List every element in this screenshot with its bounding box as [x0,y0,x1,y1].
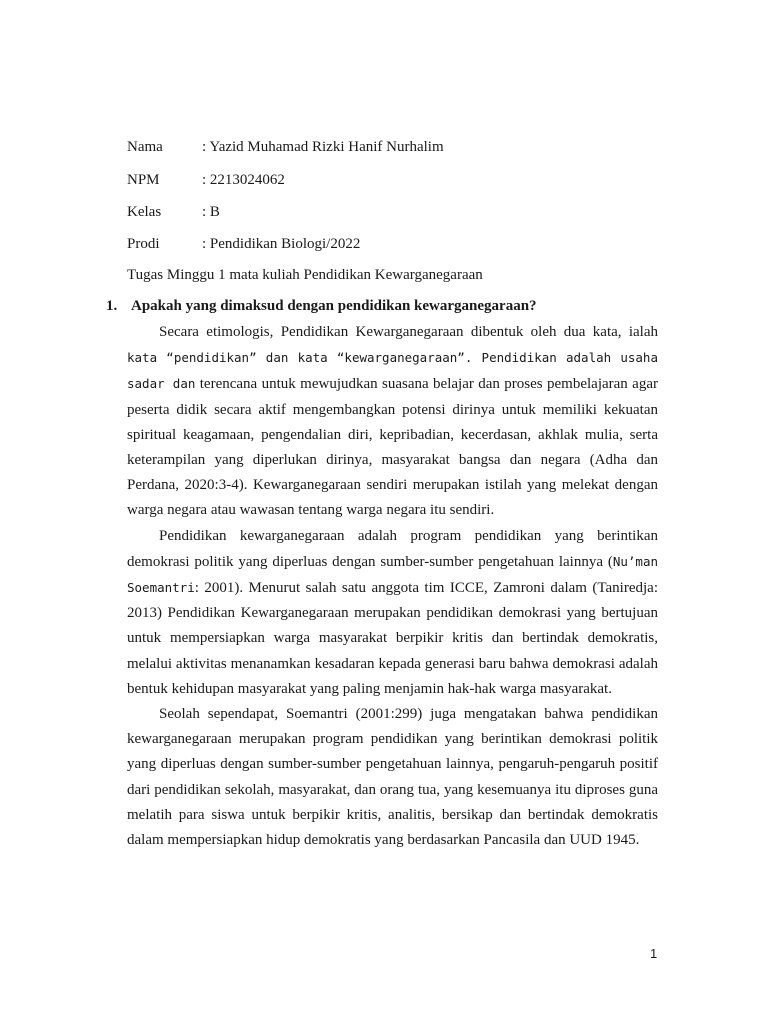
info-value: : 2213024062 [202,172,285,188]
paragraph-text: : 2001). Menurut salah satu anggota tim ICCE, Zamroni dalam (Taniredja: 2013) Pendidikan Kewarganegaraan merupakan pendidikan demokrasi yang bertujuan untuk mempersiapkan warga masyarakat berpikir kritis dan bertindak demokratis, melalui aktivitas menanamkan kesadaran kepada generasi baru bahwa demokrasi adalah bentuk kehidupan masyarakat yang paling menjamin hak-hak warga masyarakat. [127,580,658,697]
page-number: 1 [650,946,658,961]
question-number: 1. [106,298,118,314]
info-label: NPM [127,172,160,188]
paragraph-text-mono: Nu’man Soemantri [127,553,658,596]
paragraph-1 [127,320,658,524]
paragraph-3: Seolah sependapat, Soemantri (2001:299) juga mengatakan bahwa pendidikan kewarganegaraan merupakan program pendidikan yang berintikan demokrasi politik yang diperluas dengan sumber-sumber pengetahuan lainnya, pengaruh-pengaruh positif dari pendidikan sekolah, masyarakat, dan orang tua, yang kesemuanya itu diproses guna melatih para siswa untuk berpikir kritis, analitis, bersikap dan bertindak demokratis dalam mempersiapkan hidup demokratis yang berdasarkan Pancasila dan UUD 1945. [127,706,658,849]
paragraph-text: Secara etimologis, Pendidikan Kewarganegaraan dibentuk oleh dua kata, ialah [159,324,658,340]
info-row-prodi [127,234,360,254]
paragraph-text: terencana untuk mewujudkan suasana belajar dan proses pembelajaran agar peserta didik secara aktif mengembangkan potensi dirinya untuk memiliki kekuatan spiritual keagamaan, pengendalian diri, kepribadian, kecerdasan, akhlak mulia, serta keterampilan yang diperlukan dirinya, masyarakat bangsa dan negara (Adha dan Perdana, 2020:3-4). Kewarganegaraan sendiri merupakan istilah yang melekat dengan warga negara atau wawasan tentang warga negara itu sendiri. [127,376,658,519]
info-row-npm [127,170,285,190]
paragraph-text: Pendidikan kewarganegaraan adalah program pendidikan yang berintikan demokrasi politik yang diperluas dengan sumber-sumber pengetahuan lainnya ( [127,527,658,570]
task-title: Tugas Minggu 1 mata kuliah Pendidikan Kewarganegaraan [127,267,483,283]
question-text: Apakah yang dimaksud dengan pendidikan kewarganegaraan? [131,298,537,314]
paragraph-text-mono: kata “pendidikan” dan kata “kewarganegaraan”. Pendidikan adalah usaha sadar dan [127,350,658,392]
info-label: Nama [127,139,163,155]
answer-body [127,320,658,853]
info-value: : Yazid Muhamad Rizki Hanif Nurhalim [202,139,444,155]
info-row-kelas [127,202,220,222]
info-label: Prodi [127,236,160,252]
info-row-nama [127,137,444,157]
paragraph-2 [127,524,658,702]
info-value: : B [202,204,220,220]
info-label: Kelas [127,204,162,220]
info-value: : Pendidikan Biologi/2022 [202,236,361,252]
question-heading [106,296,537,316]
